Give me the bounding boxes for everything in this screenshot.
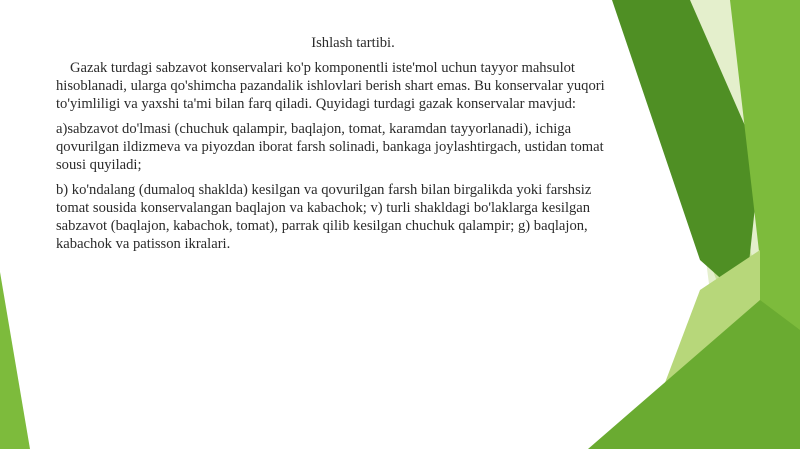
slide-content — [56, 34, 612, 260]
paragraph-b: b) ko'ndalang (dumaloq shaklda) kesilgan va qovurilgan farsh bilan birgalikda yoki farshsiz tomat sousida konservalangan baqlajon va kabachok; v) turli shakldagi bo'laklarga kesilgan sabzavot (baqlajon, kabachok, tomat), parrak qilib kesilgan chuchuk qalampir; g) baqlajon, kabachok va patisson ikralari. — [56, 182, 592, 252]
paragraph-intro: Gazak turdagi sabzavot konservalari ko'p komponentli iste'mol uchun tayyor mahsulot hisoblanadi, ularga qo'shimcha pazandalik ishlovlari berish shart emas. Bu konservalar yuqori to'yimliligi va yaxshi ta'mi bilan farq qiladi. Quyidagi turdagi gazak konservalar mavjud: — [56, 60, 605, 112]
paragraph-a: a)sabzavot do'lmasi (chuchuk qalampir, baqlajon, tomat, karamdan tayyorlanadi), ichiga qovurilgan ildizmeva va piyozdan iborat farsh solinadi, bankaga joylashtirgach, ustidan tomat sousi quyiladi; — [56, 121, 604, 173]
slide-title: Ishlash tartibi. — [311, 35, 395, 51]
deco-left-sliver — [0, 272, 30, 449]
